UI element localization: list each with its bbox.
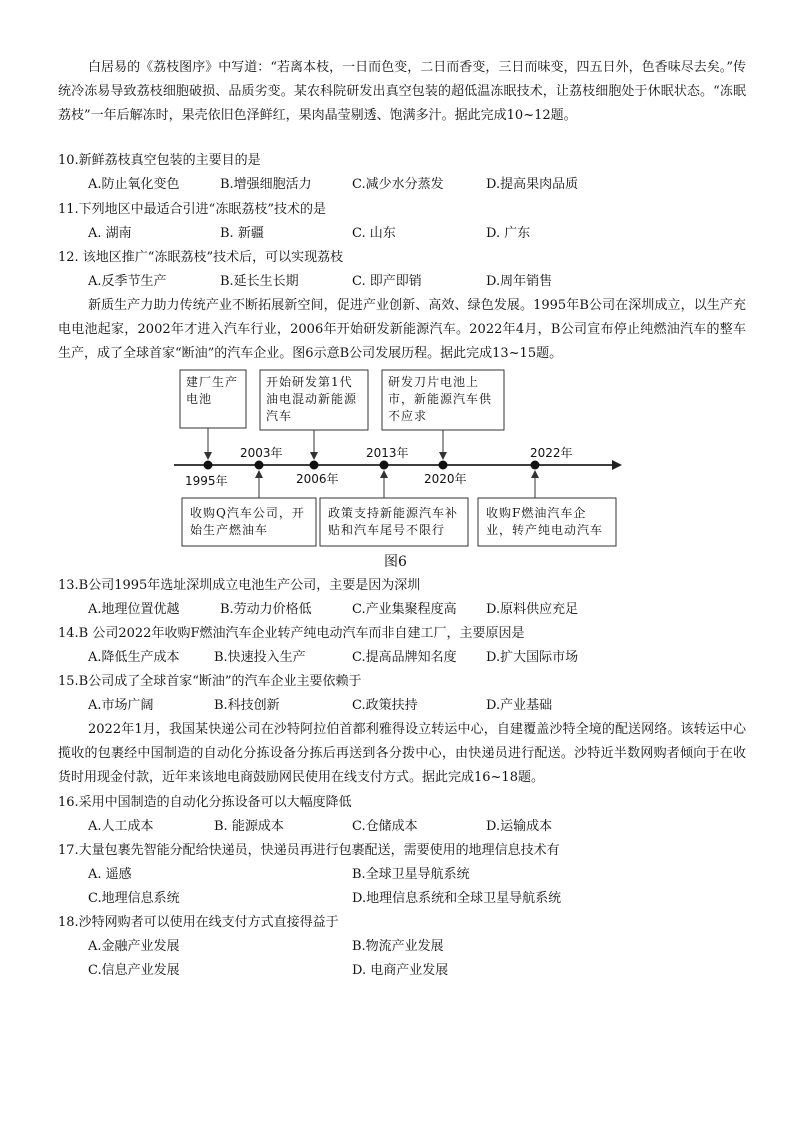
box-text-hybrid-rd: 开始研发第1代油电混动新能源汽车 (266, 375, 358, 423)
question-16-option-c[interactable]: C.仓储成本 (352, 819, 418, 834)
figure-caption: 图6 (384, 554, 407, 570)
question-10-option-d[interactable]: D.提高果肉品质 (486, 177, 579, 192)
question-10-stem: 10.新鲜荔枝真空包装的主要目的是 (58, 153, 261, 168)
question-16-option-a[interactable]: A.人工成本 (88, 819, 154, 834)
question-18-option-c[interactable]: C.信息产业发展 (88, 963, 180, 978)
node-2006 (310, 461, 319, 470)
question-16-stem: 16.采用中国制造的自动化分拣设备可以大幅度降低 (58, 795, 352, 810)
node-2013 (380, 461, 389, 470)
timeline-figure (170, 368, 630, 573)
question-12-option-d[interactable]: D.周年销售 (486, 274, 553, 289)
question-17-option-a[interactable]: A. 遥感 (88, 867, 132, 882)
year-label-2022: 2022年 (530, 446, 573, 460)
passage-express-saudi: 2022年1月，我国某快递公司在沙特阿拉伯首都利雅得设立转运中心，自建覆盖沙特全境的配送网络。该转运中心揽收的包裹经中国制造的自动化分拣设备分拣后再送到各分拨中心，由快递员进行配送。沙特近半数网购者倾向于在收货时用现金付款，近年来该地电商鼓励网民使用在线支付方式。据此完成16~18题。 (58, 722, 746, 785)
box-text-acquire-f: 收购F燃油汽车企业，转产纯电动汽车 (486, 506, 604, 537)
passage-company-b: 新质生产力助力传统产业不断拓展新空间，促进产业创新、高效、绿色发展。1995年B公司在深圳成立，以生产充电电池起家，2002年才进入汽车行业，2006年开始研发新能源汽车。2022年4月，B公司宣布停止纯燃油汽车的整车生产，成了全球首家“断油”的汽车企业。图6示意B公司发展历程。据此完成13~15题。 (58, 298, 746, 361)
question-14-option-c[interactable]: C.提高品牌知名度 (352, 650, 457, 665)
year-label-2013: 2013年 (366, 446, 409, 460)
question-17-option-d[interactable]: D.地理信息系统和全球卫星导航系统 (352, 891, 562, 906)
question-11-option-a[interactable]: A. 湖南 (88, 226, 132, 241)
passage-lychee: 白居易的《荔枝图序》中写道：“若离本枝，一日而色变，二日而香变，三日而味变，四五日外，色香味尽去矣。”传统冷冻易导致荔枝细胞破损、品质劣变。某农科院研发出真空包装的超低温冻眠技术，让荔枝细胞处于休眠状态。“冻眠荔枝”一年后解冻时，果壳依旧色泽鲜红，果肉晶莹剔透、饱满多汁。据此完成10~12题。 (58, 60, 746, 123)
box-text-acquire-q: 收购Q汽车公司，开始生产燃油车 (190, 506, 305, 537)
question-15-option-c[interactable]: C.政策扶持 (352, 698, 418, 713)
question-18-stem: 18.沙特网购者可以使用在线支付方式直接得益于 (58, 915, 339, 930)
question-13-option-d[interactable]: D.原料供应充足 (486, 602, 579, 617)
year-label-2020: 2020年 (424, 472, 467, 486)
question-11-option-b[interactable]: B. 新疆 (220, 226, 264, 241)
box-text-build-factory: 建厂生产电池 (186, 375, 239, 406)
question-15-option-b[interactable]: B.科技创新 (214, 698, 280, 713)
box-text-blade-battery: 研发刀片电池上市，新能源汽车供不应求 (388, 375, 493, 423)
question-16-option-b[interactable]: B. 能源成本 (214, 819, 284, 834)
question-15-option-a[interactable]: A.市场广阔 (88, 698, 154, 713)
node-1995 (204, 461, 213, 470)
year-label-1995: 1995年 (185, 474, 228, 488)
question-10-option-a[interactable]: A.防止氧化变色 (88, 177, 180, 192)
question-14-option-a[interactable]: A.降低生产成本 (88, 650, 180, 665)
question-18-option-a[interactable]: A.金融产业发展 (88, 939, 180, 954)
question-18-option-d[interactable]: D. 电商产业发展 (352, 963, 449, 978)
node-2020 (439, 461, 448, 470)
question-17-stem: 17.大量包裹先智能分配给快递员，快递员再进行包裹配送，需要使用的地理信息技术有 (58, 843, 560, 858)
question-15-option-d[interactable]: D.产业基础 (486, 698, 553, 713)
question-15-stem: 15.B公司成了全球首家“断油”的汽车企业主要依赖于 (58, 674, 362, 689)
question-11-option-d[interactable]: D. 广东 (486, 226, 531, 241)
question-14-option-b[interactable]: B.快速投入生产 (214, 650, 306, 665)
question-13-option-c[interactable]: C.产业集聚程度高 (352, 602, 457, 617)
question-13-option-a[interactable]: A.地理位置优越 (88, 602, 180, 617)
question-12-option-c[interactable]: C. 即产即销 (352, 274, 422, 289)
timeline-arrowhead (612, 460, 622, 470)
question-17-option-b[interactable]: B.全球卫星导航系统 (352, 867, 470, 882)
question-10-option-b[interactable]: B.增强细胞活力 (220, 177, 312, 192)
node-2022 (531, 461, 540, 470)
question-16-option-d[interactable]: D.运输成本 (486, 819, 553, 834)
question-11-option-c[interactable]: C. 山东 (352, 226, 396, 241)
question-12-option-a[interactable]: A.反季节生产 (88, 274, 167, 289)
question-14-option-d[interactable]: D.扩大国际市场 (486, 650, 579, 665)
node-2003 (255, 461, 264, 470)
question-11-stem: 11.下列地区中最适合引进“冻眠荔枝”技术的是 (58, 202, 326, 217)
question-10-option-c[interactable]: C.减少水分蒸发 (352, 177, 444, 192)
question-13-option-b[interactable]: B.劳动力价格低 (220, 602, 312, 617)
year-label-2003: 2003年 (240, 446, 283, 460)
question-17-option-c[interactable]: C.地理信息系统 (88, 891, 180, 906)
question-18-option-b[interactable]: B.物流产业发展 (352, 939, 444, 954)
question-12-stem: 12. 该地区推广“冻眠荔枝”技术后，可以实现荔枝 (58, 250, 344, 265)
year-label-2006: 2006年 (296, 472, 339, 486)
question-14-stem: 14.B 公司2022年收购F燃油汽车企业转产纯电动汽车而非自建工厂，主要原因是 (58, 626, 525, 641)
question-12-option-b[interactable]: B.延长生长期 (220, 274, 299, 289)
question-13-stem: 13.B公司1995年选址深圳成立电池生产公司，主要是因为深圳 (58, 578, 421, 593)
box-text-policy-support: 政策支持新能源汽车补贴和汽车尾号不限行 (328, 506, 459, 537)
